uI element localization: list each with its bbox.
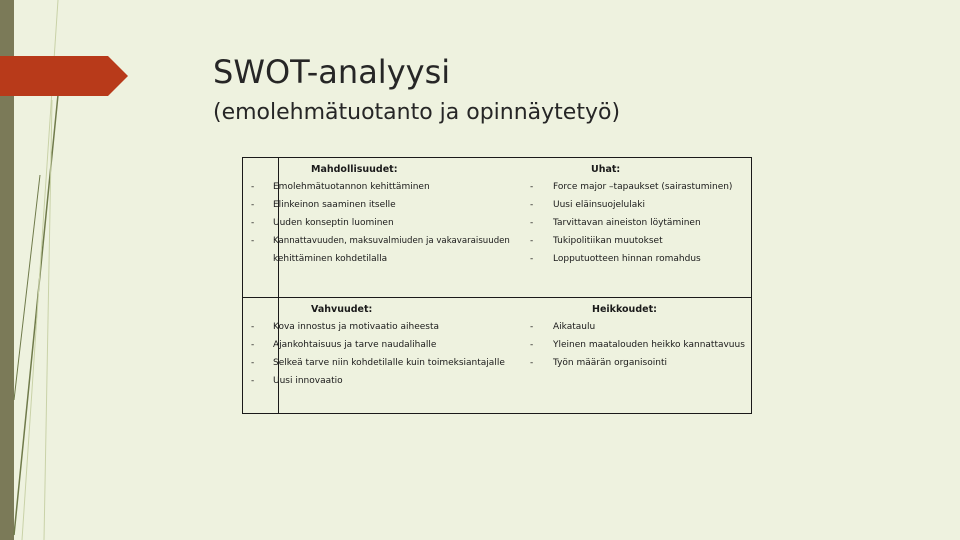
slide-subtitle: (emolehmätuotanto ja opinnäytetyö): [213, 100, 621, 125]
bullet-dash: -: [530, 340, 534, 350]
slide-title: SWOT-analyysi: [213, 53, 451, 91]
opportunity-item: Kannattavuuden, maksuvalmiuden ja vakavaraisuuden: [273, 236, 510, 246]
bullet-dash: -: [251, 182, 255, 192]
strength-item: Uusi innovaatio: [273, 376, 343, 386]
swot-horizontal-divider: [242, 297, 752, 298]
bullet-dash: -: [530, 182, 534, 192]
bullet-dash: -: [530, 322, 534, 332]
bullet-dash: -: [530, 358, 534, 368]
opportunity-item: Emolehmätuotannon kehittäminen: [273, 182, 430, 192]
bullet-dash: -: [530, 200, 534, 210]
weakness-item: Yleinen maatalouden heikko kannattavuus: [553, 340, 745, 350]
threat-item: Lopputuotteen hinnan romahdus: [553, 254, 701, 264]
bullet-dash: -: [251, 236, 255, 246]
bullet-dash: -: [251, 322, 255, 332]
threat-item: Uusi eläinsuojelulaki: [553, 200, 645, 210]
bullet-dash: -: [251, 376, 255, 386]
threat-item: Force major –tapaukset (sairastuminen): [553, 182, 733, 192]
weakness-item: Aikataulu: [553, 322, 596, 332]
bullet-dash: -: [251, 200, 255, 210]
opportunity-item-continuation: kehittäminen kohdetilalla: [273, 254, 388, 264]
strength-item: Selkeä tarve niin kohdetilalle kuin toimeksiantajalle: [273, 358, 505, 368]
bullet-dash: -: [251, 358, 255, 368]
opportunities-heading: Mahdollisuudet:: [311, 164, 398, 175]
threats-heading: Uhat:: [591, 164, 621, 175]
weaknesses-heading: Heikkoudet:: [592, 304, 657, 315]
weakness-item: Työn määrän organisointi: [553, 358, 667, 368]
arrow-banner-icon: [0, 56, 128, 96]
threat-item: Tarvittavan aineiston löytäminen: [553, 218, 701, 228]
bullet-dash: -: [251, 340, 255, 350]
strength-item: Kova innostus ja motivaatio aiheesta: [273, 322, 440, 332]
strength-item: Ajankohtaisuus ja tarve naudalihalle: [273, 340, 437, 350]
opportunity-item: Uuden konseptin luominen: [273, 218, 394, 228]
bullet-dash: -: [251, 218, 255, 228]
bullet-dash: -: [530, 254, 534, 264]
threat-item: Tukipolitiikan muutokset: [553, 236, 663, 246]
strengths-heading: Vahvuudet:: [311, 304, 373, 315]
opportunity-item: Elinkeinon saaminen itselle: [273, 200, 396, 210]
bullet-dash: -: [530, 236, 534, 246]
bullet-dash: -: [530, 218, 534, 228]
